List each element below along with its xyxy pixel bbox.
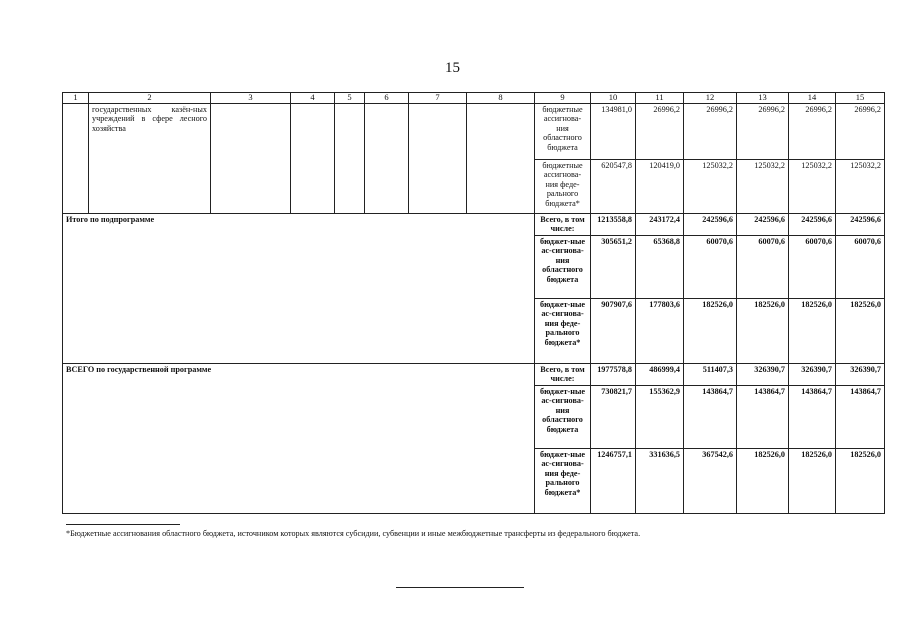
value-cell: 907907,6 xyxy=(591,299,636,364)
col-header: 11 xyxy=(636,93,684,104)
value-cell: 120419,0 xyxy=(636,160,684,214)
value-cell: 1977578,8 xyxy=(591,364,636,386)
program-total-label: ВСЕГО по государственной программе xyxy=(63,364,535,514)
col-header: 13 xyxy=(737,93,789,104)
value-cell: 182526,0 xyxy=(836,299,885,364)
funding-source: Всего, в том числе: xyxy=(535,364,591,386)
footnote: *Бюджетные ассигнования областного бюджета, источником которых являются субсидии, субвенции и иные межбюджетные трансферты из федерального бюджета. xyxy=(66,529,641,538)
table-row xyxy=(63,214,885,236)
value-cell: 125032,2 xyxy=(789,160,836,214)
col-header: 1 xyxy=(63,93,89,104)
value-cell: 143864,7 xyxy=(789,386,836,449)
value-cell: 182526,0 xyxy=(789,449,836,514)
value-cell: 305651,2 xyxy=(591,236,636,299)
value-cell: 243172,4 xyxy=(636,214,684,236)
funding-source: Всего, в том числе: xyxy=(535,214,591,236)
header-row xyxy=(63,93,885,104)
value-cell: 326390,7 xyxy=(789,364,836,386)
value-cell: 60070,6 xyxy=(789,236,836,299)
value-cell: 1213558,8 xyxy=(591,214,636,236)
funding-source: бюджетные ассигнова-ния областного бюджета xyxy=(535,104,591,160)
col-header: 5 xyxy=(335,93,365,104)
col-header: 4 xyxy=(291,93,335,104)
value-cell: 1246757,1 xyxy=(591,449,636,514)
value-cell: 326390,7 xyxy=(737,364,789,386)
value-cell: 511407,3 xyxy=(684,364,737,386)
col-header: 3 xyxy=(211,93,291,104)
value-cell: 242596,6 xyxy=(684,214,737,236)
funding-source: бюджет-ные ас-сигнова-ния феде-рального бюджета* xyxy=(535,299,591,364)
value-cell: 331636,5 xyxy=(636,449,684,514)
funding-source: бюджетные ассигнова-ния феде-рального бюджета* xyxy=(535,160,591,214)
col-header: 12 xyxy=(684,93,737,104)
subprogram-total-label: Итого по подпрограмме xyxy=(63,214,535,364)
value-cell: 143864,7 xyxy=(836,386,885,449)
value-cell: 730821,7 xyxy=(591,386,636,449)
footnote-divider xyxy=(66,524,180,525)
funding-source: бюджет-ные ас-сигнова-ния областного бюджета xyxy=(535,386,591,449)
value-cell: 620547,8 xyxy=(591,160,636,214)
value-cell: 242596,6 xyxy=(737,214,789,236)
col-header: 6 xyxy=(365,93,409,104)
col-header: 10 xyxy=(591,93,636,104)
value-cell: 26996,2 xyxy=(737,104,789,160)
value-cell: 26996,2 xyxy=(684,104,737,160)
col-header: 2 xyxy=(89,93,211,104)
col-header: 9 xyxy=(535,93,591,104)
value-cell: 125032,2 xyxy=(836,160,885,214)
value-cell: 155362,9 xyxy=(636,386,684,449)
value-cell: 134981,0 xyxy=(591,104,636,160)
value-cell: 60070,6 xyxy=(684,236,737,299)
bottom-divider xyxy=(396,587,524,588)
value-cell: 242596,6 xyxy=(836,214,885,236)
value-cell: 367542,6 xyxy=(684,449,737,514)
funding-source: бюджет-ные ас-сигнова-ния областного бюджета xyxy=(535,236,591,299)
value-cell: 143864,7 xyxy=(684,386,737,449)
budget-table xyxy=(62,92,885,514)
value-cell: 26996,2 xyxy=(636,104,684,160)
value-cell: 60070,6 xyxy=(737,236,789,299)
funding-source: бюджет-ные ас-сигнова-ния феде-рального бюджета* xyxy=(535,449,591,514)
col-header: 8 xyxy=(467,93,535,104)
value-cell: 60070,6 xyxy=(836,236,885,299)
value-cell: 143864,7 xyxy=(737,386,789,449)
value-cell: 26996,2 xyxy=(836,104,885,160)
page-number: 15 xyxy=(445,60,460,76)
col-header: 7 xyxy=(409,93,467,104)
table-row xyxy=(63,104,885,160)
col-header: 15 xyxy=(836,93,885,104)
value-cell: 177803,6 xyxy=(636,299,684,364)
value-cell: 125032,2 xyxy=(737,160,789,214)
value-cell: 486999,4 xyxy=(636,364,684,386)
value-cell: 26996,2 xyxy=(789,104,836,160)
value-cell: 182526,0 xyxy=(684,299,737,364)
value-cell: 182526,0 xyxy=(836,449,885,514)
table-row xyxy=(63,364,885,386)
activity-name: государственных казён-ных учреждений в сфере лесного хозяйства xyxy=(89,104,211,214)
value-cell: 182526,0 xyxy=(737,449,789,514)
value-cell: 182526,0 xyxy=(789,299,836,364)
value-cell: 242596,6 xyxy=(789,214,836,236)
value-cell: 65368,8 xyxy=(636,236,684,299)
value-cell: 326390,7 xyxy=(836,364,885,386)
value-cell: 182526,0 xyxy=(737,299,789,364)
col-header: 14 xyxy=(789,93,836,104)
value-cell: 125032,2 xyxy=(684,160,737,214)
